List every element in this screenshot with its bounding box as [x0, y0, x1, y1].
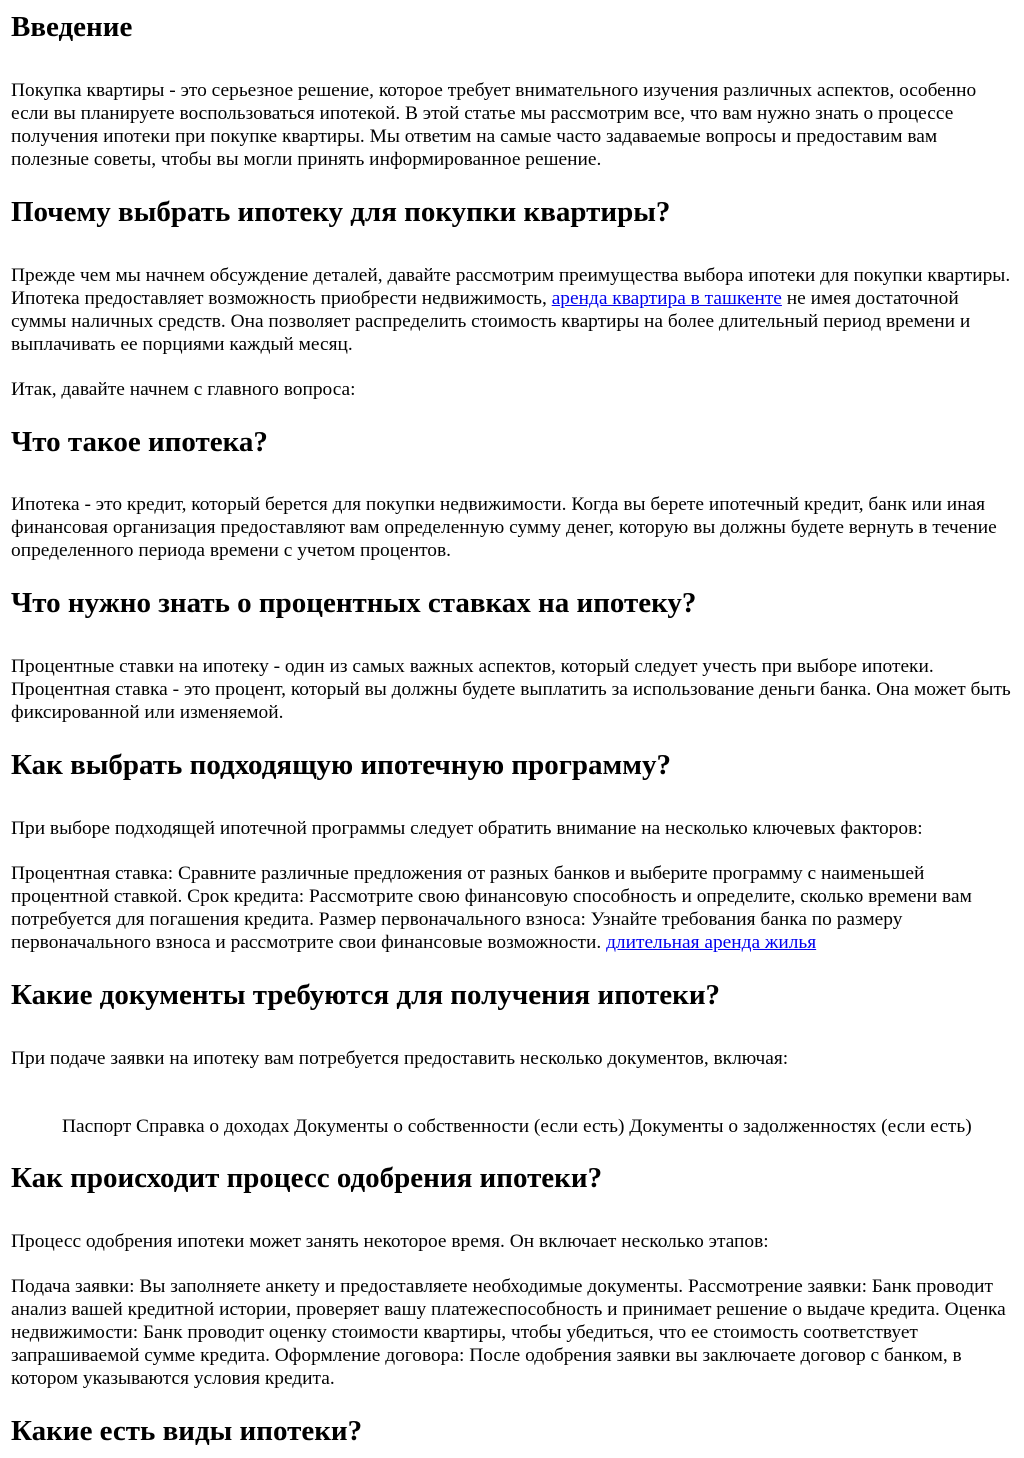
paragraph-why-text-after-link: не имея достаточной суммы наличных средств. Она позволяет распределить стоимость квартиры на более длительный период времени и выплачивать ее порциями каждый месяц. [11, 288, 971, 355]
paragraph-choose-factors [11, 862, 1013, 954]
heading-approval-process: Как происходит процесс одобрения ипотеки? [11, 1162, 603, 1194]
heading-why-mortgage: Почему выбрать ипотеку для покупки квартиры? [11, 196, 671, 228]
article [0, 10, 1024, 1448]
paragraph-choose-intro: При выборе подходящей ипотечной программы следует обратить внимание на несколько ключевых факторов: [11, 818, 923, 839]
paragraph-interest-rates: Процентные ставки на ипотеку - один из самых важных аспектов, который следует учесть при выборе ипотеки. Процентная ставка - это процент, который вы должны будете выплатить за использование деньги банка. Она может быть фиксированной или изменяемой. [11, 656, 1011, 723]
paragraph-documents-intro: При подаче заявки на ипотеку вам потребуется предоставить несколько документов, включая: [11, 1048, 789, 1069]
paragraph-intro: Покупка квартиры - это серьезное решение, которое требует внимательного изучения различных аспектов, особенно если вы планируете воспользоваться ипотекой. В этой статье мы рассмотрим все, что вам нужно знать о процессе получения ипотеки при покупке квартиры. Мы ответим на самые часто задаваемые вопросы и предоставим вам полезные советы, чтобы вы могли принять информированное решение. [11, 80, 977, 170]
documents-list: Паспорт Справка о доходах Документы о собственности (если есть) Документы о задолженностях (если есть) [62, 1116, 972, 1137]
link-long-term-rent[interactable]: длительная аренда жилья [606, 932, 817, 953]
paragraph-followup: Итак, давайте начнем с главного вопроса: [11, 379, 356, 400]
heading-interest-rates: Что нужно знать о процентных ставках на ипотеку? [11, 587, 697, 619]
paragraph-process-intro: Процесс одобрения ипотеки может занять некоторое время. Он включает несколько этапов: [11, 1231, 769, 1252]
heading-required-documents: Какие документы требуются для получения ипотеки? [11, 979, 721, 1011]
paragraph-choose-factors-text: Процентная ставка: Сравните различные предложения от разных банков и выберите программу с наименьшей процентной ставкой. Срок кредита: Рассмотрите свою финансовую способность и определите, сколько времени вам потребуется для погашения кредита. Размер первоначального взноса: Узнайте требования банка по размеру первоначального взноса и рассмотрите свои финансовые возможности. [11, 863, 972, 953]
heading-mortgage-types: Какие есть виды ипотеки? [11, 1415, 363, 1447]
heading-what-is-mortgage: Что такое ипотека? [11, 426, 268, 458]
link-apartment-rent-tashkent[interactable]: аренда квартира в ташкенте [551, 288, 782, 309]
paragraph-what-is-mortgage: Ипотека - это кредит, который берется для покупки недвижимости. Когда вы берете ипотечный кредит, банк или иная финансовая организация предоставляют вам определенную сумму денег, которую вы должны будете вернуть в течение определенного периода времени с учетом процентов. [11, 494, 997, 561]
paragraph-process-steps: Подача заявки: Вы заполняете анкету и предоставляете необходимые документы. Рассмотрение заявки: Банк проводит анализ вашей кредитной истории, проверяет вашу платежеспособность и принимает решение о выдаче кредита. Оценка недвижимости: Банк проводит оценку стоимости квартиры, чтобы убедиться, что ее стоимость соответствует запрашиваемой сумме кредита. Оформление договора: После одобрения заявки вы заключаете договор с банком, в котором указываются условия кредита. [11, 1276, 1006, 1389]
paragraph-why-mortgage [11, 264, 1013, 356]
heading-intro: Введение [11, 11, 133, 43]
heading-choose-program: Как выбрать подходящую ипотечную программу? [11, 749, 672, 781]
paragraph-why-text-before-link: Прежде чем мы начнем обсуждение деталей, давайте рассмотрим преимущества выбора ипотеки для покупки квартиры. Ипотека предоставляет возможность приобрести недвижимость, [11, 265, 1011, 309]
